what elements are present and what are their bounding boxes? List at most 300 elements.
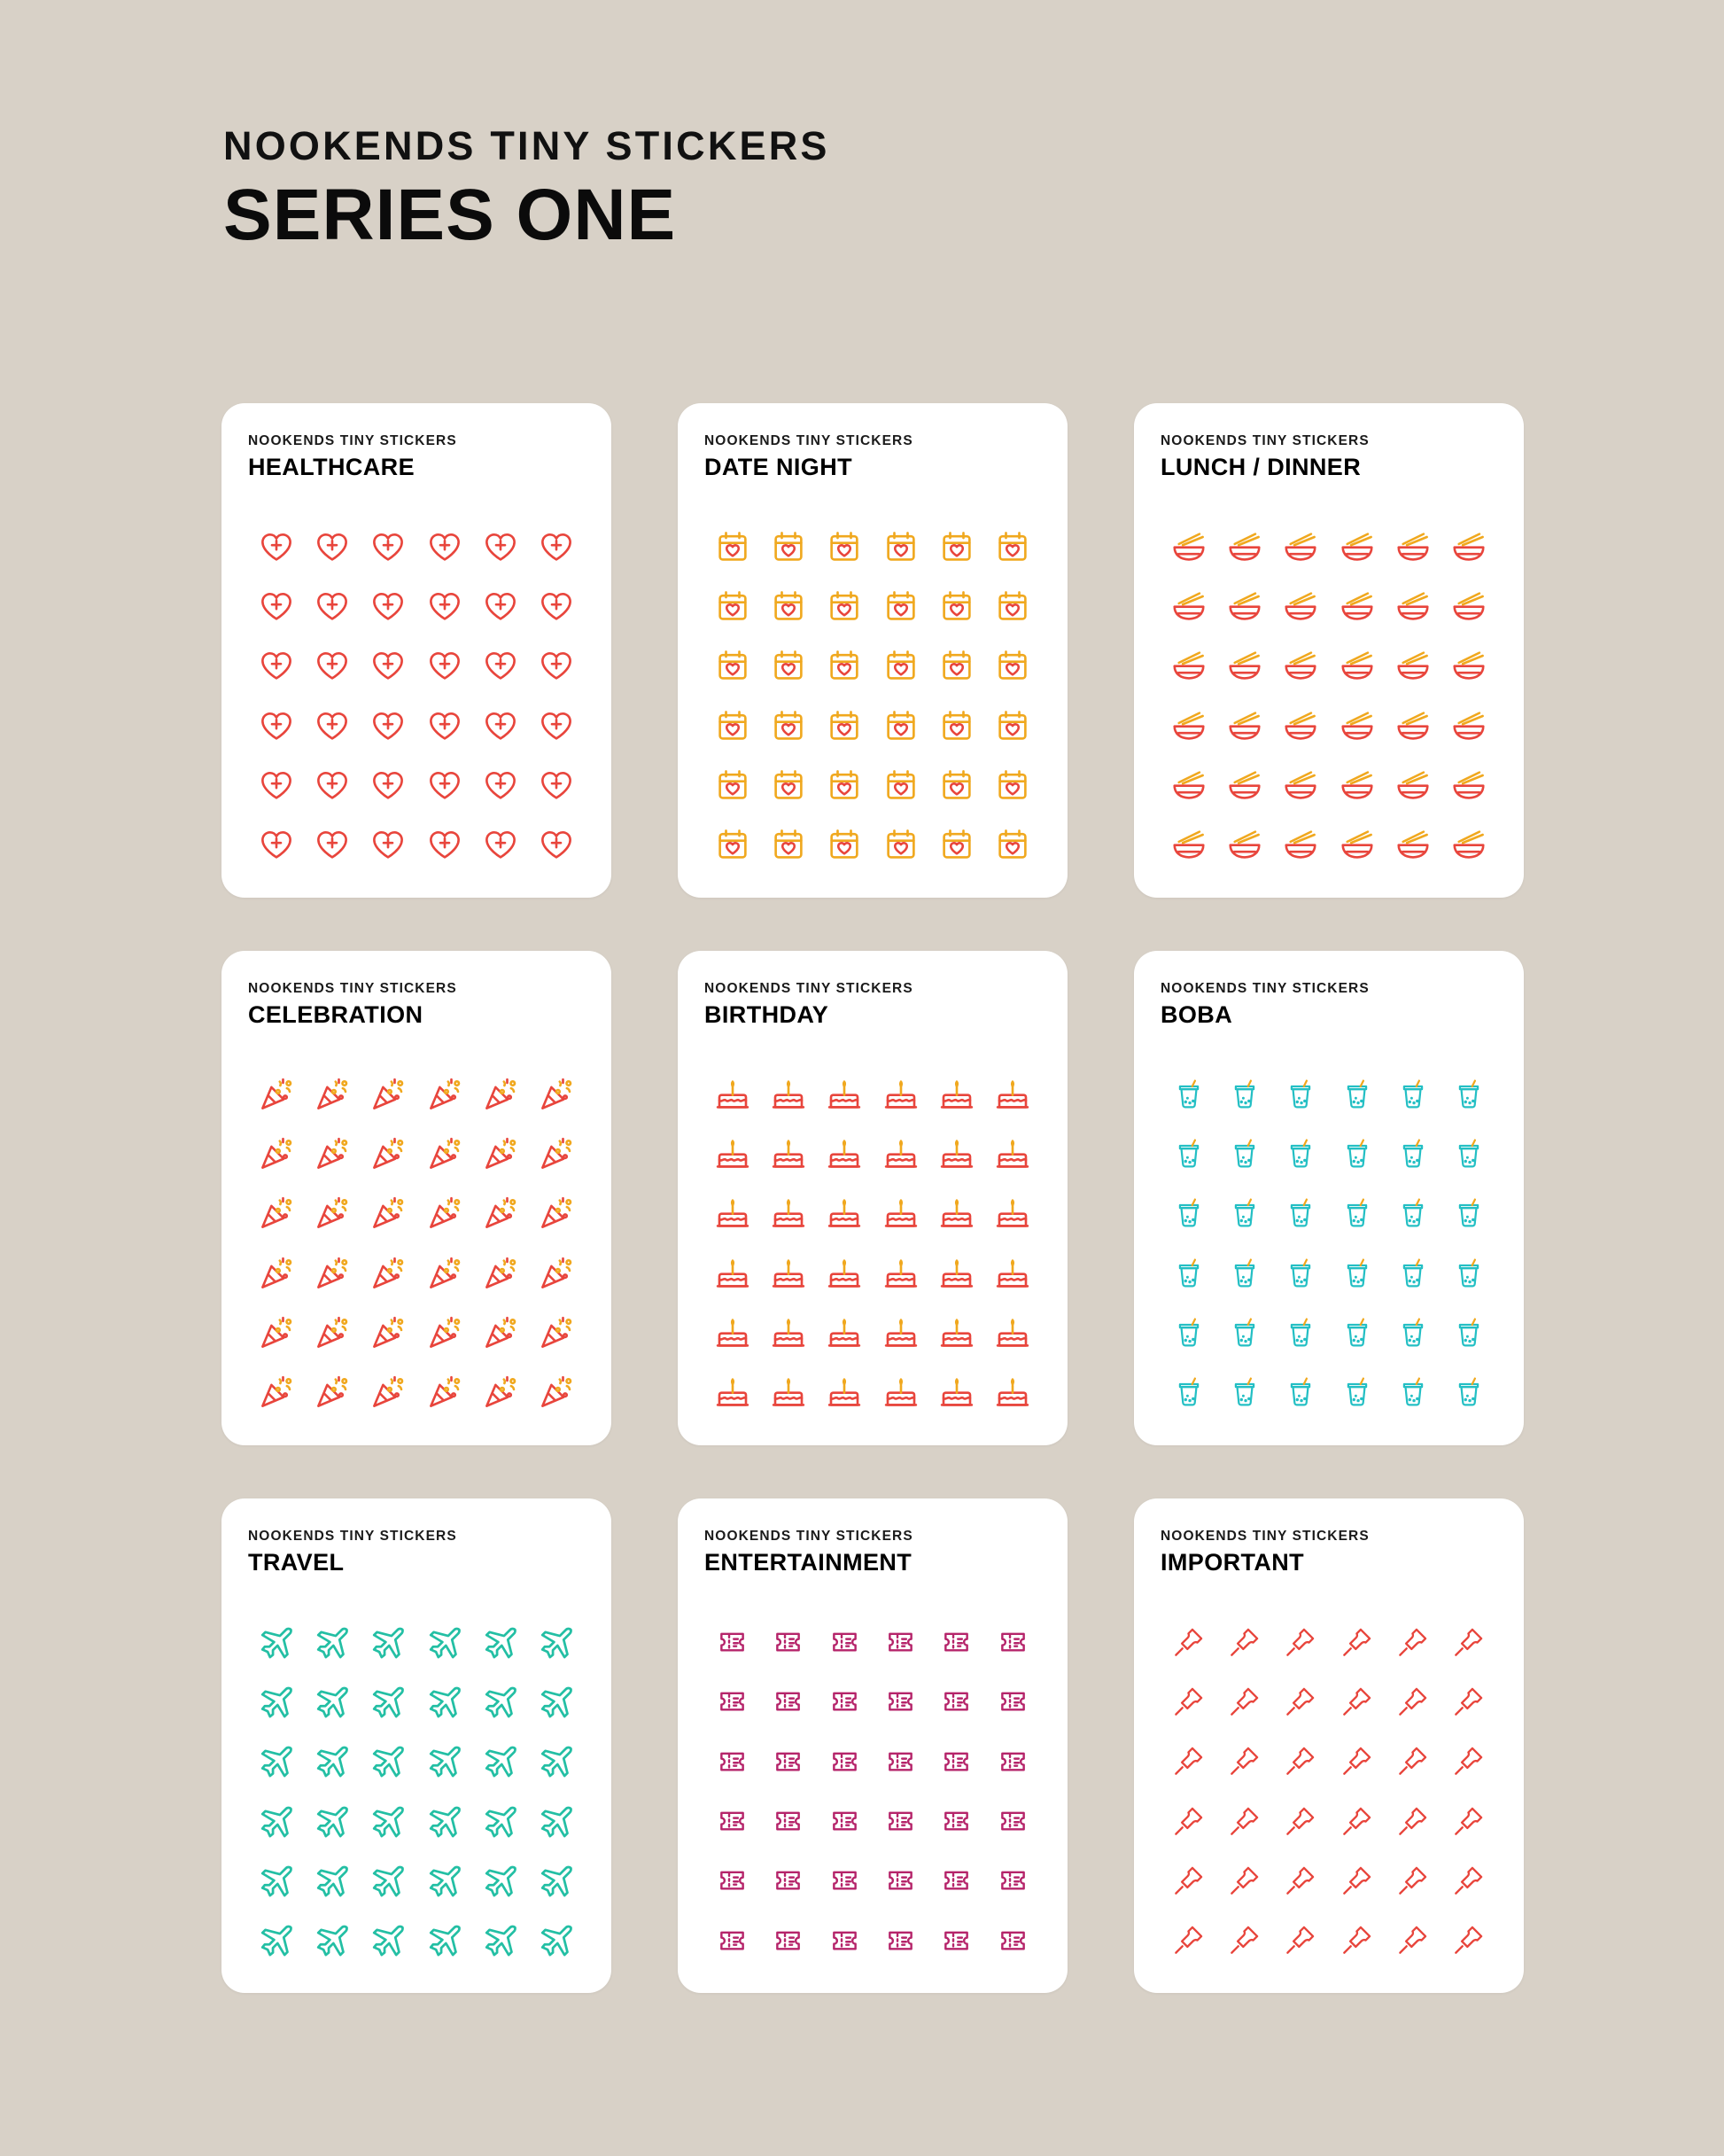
boba-drink-icon[interactable]	[1449, 1075, 1488, 1114]
boba-drink-icon[interactable]	[1449, 1373, 1488, 1412]
airplane-icon[interactable]	[257, 1682, 296, 1721]
calendar-heart-icon[interactable]	[881, 646, 920, 685]
calendar-heart-icon[interactable]	[825, 646, 864, 685]
heart-plus-icon[interactable]	[313, 766, 352, 805]
push-pin-icon[interactable]	[1449, 1920, 1488, 1959]
push-pin-icon[interactable]	[1225, 1861, 1264, 1900]
noodle-bowl-icon[interactable]	[1394, 527, 1433, 566]
noodle-bowl-icon[interactable]	[1338, 825, 1377, 864]
airplane-icon[interactable]	[537, 1861, 576, 1900]
birthday-cake-icon[interactable]	[825, 1254, 864, 1293]
birthday-cake-icon[interactable]	[713, 1194, 752, 1233]
boba-drink-icon[interactable]	[1225, 1134, 1264, 1173]
airplane-icon[interactable]	[537, 1682, 576, 1721]
calendar-heart-icon[interactable]	[825, 706, 864, 745]
boba-drink-icon[interactable]	[1394, 1194, 1433, 1233]
boba-drink-icon[interactable]	[1394, 1313, 1433, 1352]
birthday-cake-icon[interactable]	[713, 1313, 752, 1352]
calendar-heart-icon[interactable]	[713, 706, 752, 745]
noodle-bowl-icon[interactable]	[1338, 766, 1377, 805]
party-popper-icon[interactable]	[313, 1373, 352, 1412]
airplane-icon[interactable]	[481, 1802, 520, 1841]
boba-drink-icon[interactable]	[1281, 1194, 1320, 1233]
boba-drink-icon[interactable]	[1169, 1075, 1208, 1114]
birthday-cake-icon[interactable]	[713, 1254, 752, 1293]
noodle-bowl-icon[interactable]	[1169, 825, 1208, 864]
push-pin-icon[interactable]	[1225, 1623, 1264, 1662]
airplane-icon[interactable]	[257, 1861, 296, 1900]
calendar-heart-icon[interactable]	[993, 587, 1032, 626]
ticket-icon[interactable]	[937, 1920, 976, 1959]
calendar-heart-icon[interactable]	[993, 766, 1032, 805]
boba-drink-icon[interactable]	[1225, 1194, 1264, 1233]
party-popper-icon[interactable]	[481, 1075, 520, 1114]
noodle-bowl-icon[interactable]	[1225, 527, 1264, 566]
noodle-bowl-icon[interactable]	[1169, 646, 1208, 685]
party-popper-icon[interactable]	[537, 1194, 576, 1233]
calendar-heart-icon[interactable]	[881, 825, 920, 864]
party-popper-icon[interactable]	[257, 1194, 296, 1233]
calendar-heart-icon[interactable]	[881, 766, 920, 805]
noodle-bowl-icon[interactable]	[1394, 587, 1433, 626]
calendar-heart-icon[interactable]	[993, 706, 1032, 745]
ticket-icon[interactable]	[825, 1623, 864, 1662]
heart-plus-icon[interactable]	[425, 527, 464, 566]
ticket-icon[interactable]	[993, 1623, 1032, 1662]
party-popper-icon[interactable]	[369, 1373, 408, 1412]
ticket-icon[interactable]	[937, 1802, 976, 1841]
calendar-heart-icon[interactable]	[825, 527, 864, 566]
calendar-heart-icon[interactable]	[937, 825, 976, 864]
boba-drink-icon[interactable]	[1394, 1134, 1433, 1173]
push-pin-icon[interactable]	[1338, 1861, 1377, 1900]
birthday-cake-icon[interactable]	[881, 1254, 920, 1293]
heart-plus-icon[interactable]	[537, 587, 576, 626]
boba-drink-icon[interactable]	[1281, 1134, 1320, 1173]
noodle-bowl-icon[interactable]	[1338, 706, 1377, 745]
push-pin-icon[interactable]	[1394, 1861, 1433, 1900]
airplane-icon[interactable]	[537, 1741, 576, 1780]
birthday-cake-icon[interactable]	[881, 1194, 920, 1233]
party-popper-icon[interactable]	[537, 1134, 576, 1173]
noodle-bowl-icon[interactable]	[1394, 706, 1433, 745]
calendar-heart-icon[interactable]	[993, 825, 1032, 864]
airplane-icon[interactable]	[313, 1920, 352, 1959]
ticket-icon[interactable]	[769, 1741, 808, 1780]
heart-plus-icon[interactable]	[369, 706, 408, 745]
boba-drink-icon[interactable]	[1394, 1254, 1433, 1293]
airplane-icon[interactable]	[481, 1741, 520, 1780]
party-popper-icon[interactable]	[369, 1134, 408, 1173]
noodle-bowl-icon[interactable]	[1449, 646, 1488, 685]
heart-plus-icon[interactable]	[369, 527, 408, 566]
heart-plus-icon[interactable]	[313, 646, 352, 685]
birthday-cake-icon[interactable]	[937, 1373, 976, 1412]
birthday-cake-icon[interactable]	[825, 1075, 864, 1114]
boba-drink-icon[interactable]	[1338, 1373, 1377, 1412]
birthday-cake-icon[interactable]	[825, 1134, 864, 1173]
noodle-bowl-icon[interactable]	[1169, 706, 1208, 745]
birthday-cake-icon[interactable]	[825, 1313, 864, 1352]
calendar-heart-icon[interactable]	[769, 706, 808, 745]
ticket-icon[interactable]	[713, 1802, 752, 1841]
party-popper-icon[interactable]	[537, 1254, 576, 1293]
party-popper-icon[interactable]	[369, 1075, 408, 1114]
party-popper-icon[interactable]	[257, 1373, 296, 1412]
birthday-cake-icon[interactable]	[769, 1134, 808, 1173]
party-popper-icon[interactable]	[369, 1254, 408, 1293]
heart-plus-icon[interactable]	[425, 766, 464, 805]
party-popper-icon[interactable]	[257, 1313, 296, 1352]
ticket-icon[interactable]	[825, 1741, 864, 1780]
boba-drink-icon[interactable]	[1281, 1373, 1320, 1412]
push-pin-icon[interactable]	[1281, 1861, 1320, 1900]
heart-plus-icon[interactable]	[257, 587, 296, 626]
ticket-icon[interactable]	[825, 1802, 864, 1841]
heart-plus-icon[interactable]	[369, 587, 408, 626]
party-popper-icon[interactable]	[425, 1373, 464, 1412]
party-popper-icon[interactable]	[313, 1254, 352, 1293]
party-popper-icon[interactable]	[425, 1313, 464, 1352]
calendar-heart-icon[interactable]	[937, 706, 976, 745]
heart-plus-icon[interactable]	[257, 766, 296, 805]
ticket-icon[interactable]	[881, 1802, 920, 1841]
ticket-icon[interactable]	[769, 1623, 808, 1662]
noodle-bowl-icon[interactable]	[1394, 825, 1433, 864]
push-pin-icon[interactable]	[1338, 1623, 1377, 1662]
push-pin-icon[interactable]	[1394, 1682, 1433, 1721]
airplane-icon[interactable]	[425, 1623, 464, 1662]
calendar-heart-icon[interactable]	[769, 587, 808, 626]
calendar-heart-icon[interactable]	[937, 587, 976, 626]
noodle-bowl-icon[interactable]	[1449, 766, 1488, 805]
ticket-icon[interactable]	[937, 1861, 976, 1900]
ticket-icon[interactable]	[881, 1741, 920, 1780]
ticket-icon[interactable]	[769, 1802, 808, 1841]
birthday-cake-icon[interactable]	[713, 1134, 752, 1173]
party-popper-icon[interactable]	[257, 1134, 296, 1173]
noodle-bowl-icon[interactable]	[1281, 646, 1320, 685]
push-pin-icon[interactable]	[1449, 1741, 1488, 1780]
heart-plus-icon[interactable]	[481, 587, 520, 626]
noodle-bowl-icon[interactable]	[1225, 587, 1264, 626]
party-popper-icon[interactable]	[481, 1373, 520, 1412]
noodle-bowl-icon[interactable]	[1281, 706, 1320, 745]
push-pin-icon[interactable]	[1394, 1623, 1433, 1662]
party-popper-icon[interactable]	[537, 1075, 576, 1114]
airplane-icon[interactable]	[425, 1682, 464, 1721]
push-pin-icon[interactable]	[1449, 1861, 1488, 1900]
airplane-icon[interactable]	[257, 1741, 296, 1780]
push-pin-icon[interactable]	[1225, 1682, 1264, 1721]
calendar-heart-icon[interactable]	[769, 646, 808, 685]
push-pin-icon[interactable]	[1225, 1741, 1264, 1780]
boba-drink-icon[interactable]	[1338, 1075, 1377, 1114]
push-pin-icon[interactable]	[1169, 1802, 1208, 1841]
ticket-icon[interactable]	[769, 1861, 808, 1900]
ticket-icon[interactable]	[825, 1861, 864, 1900]
heart-plus-icon[interactable]	[425, 825, 464, 864]
noodle-bowl-icon[interactable]	[1449, 706, 1488, 745]
push-pin-icon[interactable]	[1225, 1802, 1264, 1841]
party-popper-icon[interactable]	[537, 1373, 576, 1412]
heart-plus-icon[interactable]	[425, 706, 464, 745]
noodle-bowl-icon[interactable]	[1281, 825, 1320, 864]
airplane-icon[interactable]	[537, 1802, 576, 1841]
boba-drink-icon[interactable]	[1449, 1254, 1488, 1293]
boba-drink-icon[interactable]	[1169, 1134, 1208, 1173]
birthday-cake-icon[interactable]	[993, 1075, 1032, 1114]
heart-plus-icon[interactable]	[481, 646, 520, 685]
noodle-bowl-icon[interactable]	[1225, 825, 1264, 864]
heart-plus-icon[interactable]	[537, 527, 576, 566]
birthday-cake-icon[interactable]	[825, 1194, 864, 1233]
heart-plus-icon[interactable]	[537, 825, 576, 864]
boba-drink-icon[interactable]	[1449, 1313, 1488, 1352]
calendar-heart-icon[interactable]	[993, 646, 1032, 685]
heart-plus-icon[interactable]	[257, 706, 296, 745]
push-pin-icon[interactable]	[1169, 1861, 1208, 1900]
push-pin-icon[interactable]	[1338, 1920, 1377, 1959]
calendar-heart-icon[interactable]	[881, 706, 920, 745]
heart-plus-icon[interactable]	[481, 706, 520, 745]
airplane-icon[interactable]	[313, 1802, 352, 1841]
boba-drink-icon[interactable]	[1225, 1313, 1264, 1352]
calendar-heart-icon[interactable]	[937, 527, 976, 566]
ticket-icon[interactable]	[713, 1861, 752, 1900]
airplane-icon[interactable]	[313, 1682, 352, 1721]
birthday-cake-icon[interactable]	[881, 1373, 920, 1412]
ticket-icon[interactable]	[825, 1682, 864, 1721]
boba-drink-icon[interactable]	[1169, 1373, 1208, 1412]
boba-drink-icon[interactable]	[1394, 1373, 1433, 1412]
noodle-bowl-icon[interactable]	[1225, 706, 1264, 745]
party-popper-icon[interactable]	[425, 1134, 464, 1173]
ticket-icon[interactable]	[881, 1623, 920, 1662]
boba-drink-icon[interactable]	[1338, 1313, 1377, 1352]
party-popper-icon[interactable]	[481, 1194, 520, 1233]
airplane-icon[interactable]	[257, 1920, 296, 1959]
airplane-icon[interactable]	[481, 1623, 520, 1662]
push-pin-icon[interactable]	[1225, 1920, 1264, 1959]
heart-plus-icon[interactable]	[537, 766, 576, 805]
push-pin-icon[interactable]	[1169, 1623, 1208, 1662]
ticket-icon[interactable]	[993, 1802, 1032, 1841]
noodle-bowl-icon[interactable]	[1449, 825, 1488, 864]
noodle-bowl-icon[interactable]	[1394, 766, 1433, 805]
airplane-icon[interactable]	[481, 1861, 520, 1900]
boba-drink-icon[interactable]	[1338, 1194, 1377, 1233]
calendar-heart-icon[interactable]	[937, 766, 976, 805]
ticket-icon[interactable]	[993, 1682, 1032, 1721]
push-pin-icon[interactable]	[1281, 1802, 1320, 1841]
heart-plus-icon[interactable]	[369, 646, 408, 685]
party-popper-icon[interactable]	[313, 1194, 352, 1233]
boba-drink-icon[interactable]	[1394, 1075, 1433, 1114]
party-popper-icon[interactable]	[481, 1313, 520, 1352]
ticket-icon[interactable]	[769, 1920, 808, 1959]
birthday-cake-icon[interactable]	[769, 1254, 808, 1293]
airplane-icon[interactable]	[537, 1920, 576, 1959]
party-popper-icon[interactable]	[257, 1254, 296, 1293]
birthday-cake-icon[interactable]	[937, 1194, 976, 1233]
noodle-bowl-icon[interactable]	[1281, 527, 1320, 566]
calendar-heart-icon[interactable]	[881, 527, 920, 566]
boba-drink-icon[interactable]	[1169, 1313, 1208, 1352]
ticket-icon[interactable]	[937, 1682, 976, 1721]
airplane-icon[interactable]	[369, 1682, 408, 1721]
boba-drink-icon[interactable]	[1281, 1254, 1320, 1293]
birthday-cake-icon[interactable]	[993, 1254, 1032, 1293]
noodle-bowl-icon[interactable]	[1169, 766, 1208, 805]
heart-plus-icon[interactable]	[313, 825, 352, 864]
birthday-cake-icon[interactable]	[937, 1075, 976, 1114]
birthday-cake-icon[interactable]	[937, 1313, 976, 1352]
noodle-bowl-icon[interactable]	[1281, 766, 1320, 805]
airplane-icon[interactable]	[425, 1861, 464, 1900]
ticket-icon[interactable]	[993, 1741, 1032, 1780]
party-popper-icon[interactable]	[481, 1134, 520, 1173]
birthday-cake-icon[interactable]	[881, 1134, 920, 1173]
airplane-icon[interactable]	[425, 1920, 464, 1959]
push-pin-icon[interactable]	[1281, 1623, 1320, 1662]
boba-drink-icon[interactable]	[1449, 1134, 1488, 1173]
calendar-heart-icon[interactable]	[769, 766, 808, 805]
boba-drink-icon[interactable]	[1169, 1254, 1208, 1293]
calendar-heart-icon[interactable]	[713, 527, 752, 566]
party-popper-icon[interactable]	[425, 1254, 464, 1293]
airplane-icon[interactable]	[481, 1682, 520, 1721]
heart-plus-icon[interactable]	[257, 646, 296, 685]
heart-plus-icon[interactable]	[481, 766, 520, 805]
heart-plus-icon[interactable]	[481, 527, 520, 566]
heart-plus-icon[interactable]	[537, 646, 576, 685]
noodle-bowl-icon[interactable]	[1281, 587, 1320, 626]
airplane-icon[interactable]	[369, 1861, 408, 1900]
birthday-cake-icon[interactable]	[993, 1373, 1032, 1412]
noodle-bowl-icon[interactable]	[1169, 527, 1208, 566]
heart-plus-icon[interactable]	[425, 646, 464, 685]
birthday-cake-icon[interactable]	[769, 1194, 808, 1233]
heart-plus-icon[interactable]	[313, 527, 352, 566]
ticket-icon[interactable]	[713, 1920, 752, 1959]
airplane-icon[interactable]	[257, 1802, 296, 1841]
airplane-icon[interactable]	[537, 1623, 576, 1662]
noodle-bowl-icon[interactable]	[1449, 587, 1488, 626]
party-popper-icon[interactable]	[369, 1194, 408, 1233]
noodle-bowl-icon[interactable]	[1394, 646, 1433, 685]
airplane-icon[interactable]	[369, 1741, 408, 1780]
birthday-cake-icon[interactable]	[993, 1194, 1032, 1233]
push-pin-icon[interactable]	[1281, 1920, 1320, 1959]
heart-plus-icon[interactable]	[313, 706, 352, 745]
push-pin-icon[interactable]	[1394, 1920, 1433, 1959]
push-pin-icon[interactable]	[1394, 1741, 1433, 1780]
push-pin-icon[interactable]	[1169, 1920, 1208, 1959]
push-pin-icon[interactable]	[1338, 1682, 1377, 1721]
party-popper-icon[interactable]	[537, 1313, 576, 1352]
ticket-icon[interactable]	[937, 1623, 976, 1662]
calendar-heart-icon[interactable]	[713, 587, 752, 626]
heart-plus-icon[interactable]	[257, 527, 296, 566]
party-popper-icon[interactable]	[369, 1313, 408, 1352]
push-pin-icon[interactable]	[1449, 1623, 1488, 1662]
birthday-cake-icon[interactable]	[713, 1075, 752, 1114]
calendar-heart-icon[interactable]	[713, 766, 752, 805]
airplane-icon[interactable]	[425, 1802, 464, 1841]
birthday-cake-icon[interactable]	[769, 1373, 808, 1412]
airplane-icon[interactable]	[369, 1920, 408, 1959]
party-popper-icon[interactable]	[425, 1075, 464, 1114]
push-pin-icon[interactable]	[1338, 1802, 1377, 1841]
birthday-cake-icon[interactable]	[993, 1313, 1032, 1352]
party-popper-icon[interactable]	[313, 1313, 352, 1352]
noodle-bowl-icon[interactable]	[1225, 766, 1264, 805]
push-pin-icon[interactable]	[1281, 1741, 1320, 1780]
calendar-heart-icon[interactable]	[881, 587, 920, 626]
boba-drink-icon[interactable]	[1338, 1254, 1377, 1293]
birthday-cake-icon[interactable]	[769, 1075, 808, 1114]
party-popper-icon[interactable]	[257, 1075, 296, 1114]
airplane-icon[interactable]	[257, 1623, 296, 1662]
push-pin-icon[interactable]	[1169, 1682, 1208, 1721]
calendar-heart-icon[interactable]	[713, 646, 752, 685]
push-pin-icon[interactable]	[1338, 1741, 1377, 1780]
boba-drink-icon[interactable]	[1281, 1075, 1320, 1114]
calendar-heart-icon[interactable]	[993, 527, 1032, 566]
noodle-bowl-icon[interactable]	[1169, 587, 1208, 626]
birthday-cake-icon[interactable]	[937, 1134, 976, 1173]
ticket-icon[interactable]	[993, 1861, 1032, 1900]
calendar-heart-icon[interactable]	[769, 825, 808, 864]
heart-plus-icon[interactable]	[425, 587, 464, 626]
airplane-icon[interactable]	[369, 1623, 408, 1662]
heart-plus-icon[interactable]	[369, 766, 408, 805]
boba-drink-icon[interactable]	[1225, 1075, 1264, 1114]
party-popper-icon[interactable]	[425, 1194, 464, 1233]
heart-plus-icon[interactable]	[537, 706, 576, 745]
heart-plus-icon[interactable]	[481, 825, 520, 864]
airplane-icon[interactable]	[369, 1802, 408, 1841]
push-pin-icon[interactable]	[1449, 1682, 1488, 1721]
ticket-icon[interactable]	[881, 1682, 920, 1721]
ticket-icon[interactable]	[713, 1741, 752, 1780]
push-pin-icon[interactable]	[1169, 1741, 1208, 1780]
calendar-heart-icon[interactable]	[769, 527, 808, 566]
calendar-heart-icon[interactable]	[825, 766, 864, 805]
boba-drink-icon[interactable]	[1449, 1194, 1488, 1233]
boba-drink-icon[interactable]	[1169, 1194, 1208, 1233]
ticket-icon[interactable]	[993, 1920, 1032, 1959]
noodle-bowl-icon[interactable]	[1338, 527, 1377, 566]
airplane-icon[interactable]	[313, 1623, 352, 1662]
party-popper-icon[interactable]	[313, 1134, 352, 1173]
noodle-bowl-icon[interactable]	[1338, 646, 1377, 685]
push-pin-icon[interactable]	[1281, 1682, 1320, 1721]
birthday-cake-icon[interactable]	[881, 1075, 920, 1114]
ticket-icon[interactable]	[937, 1741, 976, 1780]
airplane-icon[interactable]	[425, 1741, 464, 1780]
noodle-bowl-icon[interactable]	[1338, 587, 1377, 626]
birthday-cake-icon[interactable]	[825, 1373, 864, 1412]
calendar-heart-icon[interactable]	[937, 646, 976, 685]
birthday-cake-icon[interactable]	[713, 1373, 752, 1412]
calendar-heart-icon[interactable]	[825, 587, 864, 626]
boba-drink-icon[interactable]	[1225, 1254, 1264, 1293]
boba-drink-icon[interactable]	[1225, 1373, 1264, 1412]
ticket-icon[interactable]	[881, 1920, 920, 1959]
birthday-cake-icon[interactable]	[937, 1254, 976, 1293]
